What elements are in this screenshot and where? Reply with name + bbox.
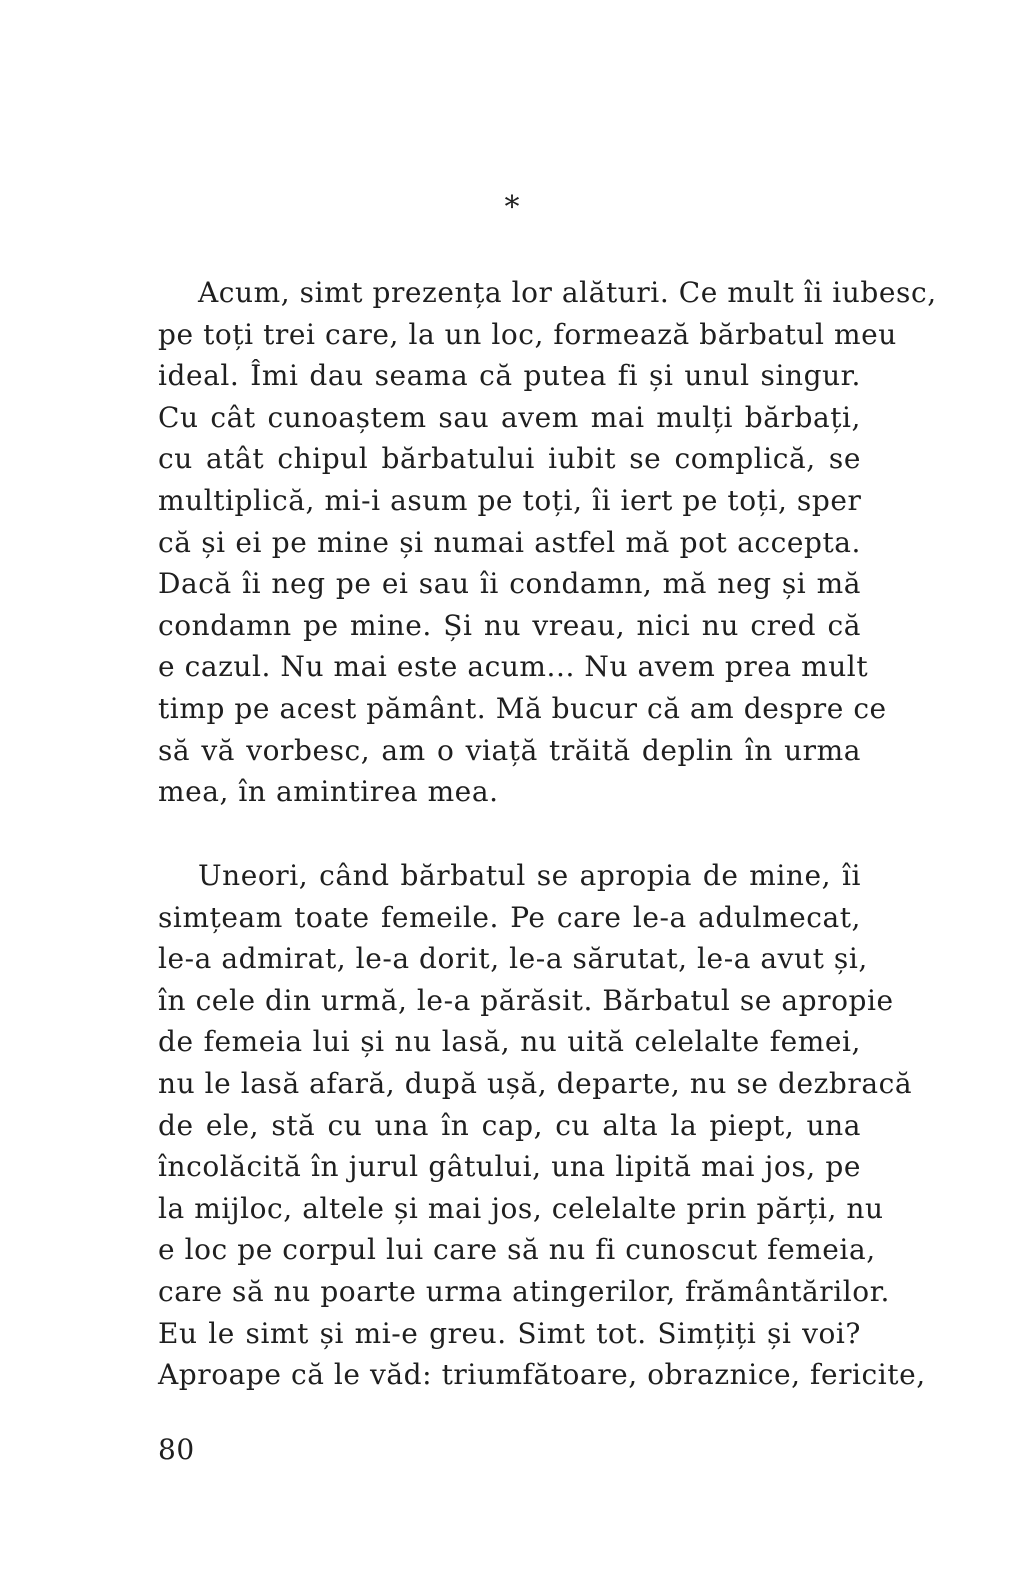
- text-line: timp pe acest pământ. Mă bucur că am despre ce: [158, 691, 887, 725]
- text-line: Acum, simt prezența lor alături. Ce mult îi iubesc,: [198, 276, 937, 309]
- page-number: 80: [158, 1433, 195, 1466]
- paragraph-2: [158, 855, 926, 1396]
- text-line: multiplică, mi-i asum pe toți, îi iert pe toți, sper: [158, 483, 862, 517]
- text-line: e cazul. Nu mai este acum... Nu avem prea mult: [158, 650, 869, 684]
- text-line: pe toți trei care, la un loc, formează bărbatul meu: [158, 317, 897, 351]
- text-line: mea, în amintirea mea.: [158, 775, 499, 809]
- text-line: simțeam toate femeile. Pe care le-a adulmecat,: [158, 900, 861, 934]
- text-line: Uneori, când bărbatul se apropia de mine, îi: [198, 859, 861, 892]
- text-line: Dacă îi neg pe ei sau îi condamn, mă neg și mă: [158, 567, 861, 601]
- text-line: să vă vorbesc, am o viață trăită deplin în urma: [158, 733, 861, 767]
- text-line: nu le lasă afară, după ușă, departe, nu se dezbracă: [158, 1066, 913, 1100]
- text-line: ideal. Îmi dau seama că putea fi și unul singur.: [158, 359, 861, 393]
- text-line: de ele, stă cu una în cap, cu alta la piept, una: [158, 1108, 861, 1142]
- text-line: că și ei pe mine și numai astfel mă pot accepta.: [158, 525, 861, 559]
- text-line: Cu cât cunoaștem sau avem mai mulți bărbați,: [158, 400, 861, 434]
- text-line: Eu le simt și mi-e greu. Simt tot. Simțiți și voi?: [158, 1316, 861, 1350]
- text-line: e loc pe corpul lui care să nu fi cunoscut femeia,: [158, 1233, 876, 1267]
- text-line: de femeia lui și nu lasă, nu uită celelalte femei,: [158, 1025, 861, 1059]
- text-line: Aproape că le văd: triumfătoare, obraznice, fericite,: [158, 1358, 926, 1392]
- text-line: condamn pe mine. Și nu vreau, nici nu cred că: [158, 608, 861, 642]
- paragraph-1: [158, 272, 937, 813]
- text-line: care să nu poarte urma atingerilor, frământărilor.: [158, 1274, 891, 1308]
- section-separator: *: [504, 190, 520, 225]
- text-line: încolăcită în jurul gâtului, una lipită mai jos, pe: [158, 1150, 861, 1184]
- text-line: la mijloc, altele și mai jos, celelalte prin părți, nu: [158, 1191, 884, 1225]
- text-line: cu atât chipul bărbatului iubit se complică, se: [158, 442, 861, 476]
- text-line: le-a admirat, le-a dorit, le-a sărutat, le-a avut și,: [158, 942, 868, 976]
- text-line: în cele din urmă, le-a părăsit. Bărbatul se apropie: [158, 983, 894, 1017]
